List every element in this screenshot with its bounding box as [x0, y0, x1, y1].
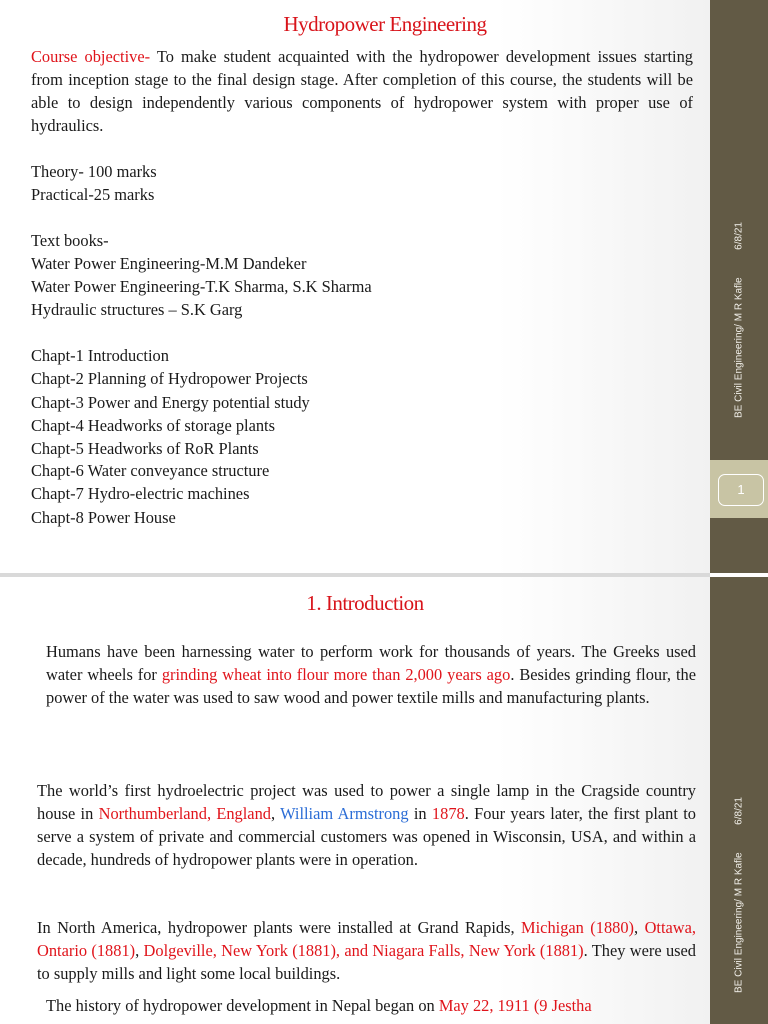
slide-number-tab — [710, 460, 768, 518]
theory-marks: Theory- 100 marks — [31, 162, 157, 181]
textbook-item: Water Power Engineering-T.K Sharma, S.K Sharma — [31, 277, 372, 296]
slide-2-footer-text: BE Civil Engineering/ M R Kafle — [733, 852, 745, 993]
intro-paragraph-4 — [46, 994, 696, 1024]
slide-number: 1 — [737, 482, 745, 497]
practical-marks: Practical-25 marks — [31, 185, 155, 204]
intro-p1-highlight: grinding wheat into flour more than 2,000 years ago — [161, 665, 511, 684]
textbook-item: Hydraulic structures – S.K Garg — [31, 300, 243, 319]
chapter-item: Chapt-8 Power House — [31, 508, 176, 527]
slide-2-footer — [710, 770, 768, 1020]
chapter-item: Chapt-4 Headworks of storage plants — [31, 416, 275, 435]
intro-p2-text-b: . Four years later, the first plant to serve a system of private and commercial customers was opened in Wisconsin, USA, and within a decade, hundreds of hydropower plants were in operation. — [37, 804, 696, 869]
intro-paragraph-3 — [37, 916, 696, 985]
intro-p2-in: in — [408, 804, 432, 823]
slide-1-footer — [710, 180, 768, 460]
course-objective-label: Course objective- — [31, 47, 151, 66]
slide-1-title: Hydropower Engineering — [283, 12, 487, 36]
intro-p4-text-a: The history of hydropower development in Nepal began on — [46, 996, 439, 1015]
intro-p4-date: May 22, 1911 (9 Jestha — [438, 996, 592, 1015]
chapter-item: Chapt-7 Hydro-electric machines — [31, 484, 250, 503]
slide-2-title: 1. Introduction — [306, 591, 424, 615]
slide-2-footer-text-wrap — [734, 797, 745, 993]
slide-2-footer-date: 6/8/21 — [733, 797, 745, 825]
slide-1-footer-text: BE Civil Engineering/ M R Kafle — [733, 277, 745, 418]
intro-p3-new-york: Dolgeville, New York (1881), and Niagara Falls, New York (1881) — [143, 941, 584, 960]
textbook-item: Water Power Engineering-M.M Dandeker — [31, 254, 307, 273]
chapter-item: Chapt-5 Headworks of RoR Plants — [31, 439, 259, 458]
intro-p3-michigan: Michigan (1880) — [521, 918, 635, 937]
intro-p2-person: William Armstrong — [280, 804, 409, 823]
intro-p2-location: Northumberland, England — [98, 804, 271, 823]
slide-1-footer-text-wrap — [734, 222, 745, 418]
course-objective-text: To make student acquainted with the hydropower development issues starting from inception stage to the final design stage. After completion of this course, the students will be able to design independently various components of hydropower system with proper use of hydraulics. — [31, 47, 693, 135]
chapter-item: Chapt-2 Planning of Hydropower Projects — [31, 369, 308, 388]
intro-p3-comma-2: , — [135, 941, 144, 960]
intro-p3-text-b: . They were used to supply mills and light some local buildings. — [37, 941, 696, 983]
intro-p2-year: 1878 — [431, 804, 465, 823]
intro-p3-ottawa: Ottawa, Ontario (1881) — [37, 918, 696, 960]
textbooks-heading: Text books- — [31, 231, 109, 250]
intro-p3-text-a: In North America, hydropower plants were installed at Grand Rapids, — [37, 918, 522, 937]
intro-p2-comma: , — [270, 804, 281, 823]
intro-p3-comma-1: , — [634, 918, 645, 937]
chapter-item: Chapt-3 Power and Energy potential study — [31, 393, 310, 412]
intro-p2-text-a: The world’s first hydroelectric project was used to power a single lamp in the Cragside country house in — [37, 781, 696, 823]
intro-paragraph-1 — [46, 640, 696, 709]
intro-p1-text-a: Humans have been harnessing water to perform work for thousands of years. The Greeks used water wheels for — [46, 642, 696, 684]
intro-p1-text-b: . Besides grinding flour, the power of the water was used to saw wood and power textile mills and manufacturing plants. — [46, 665, 696, 707]
chapter-item: Chapt-1 Introduction — [31, 346, 169, 365]
intro-paragraph-2 — [37, 779, 696, 871]
course-objective-paragraph — [31, 45, 693, 137]
chapter-item: Chapt-6 Water conveyance structure — [31, 461, 270, 480]
slide-1-footer-date: 6/8/21 — [733, 222, 745, 250]
